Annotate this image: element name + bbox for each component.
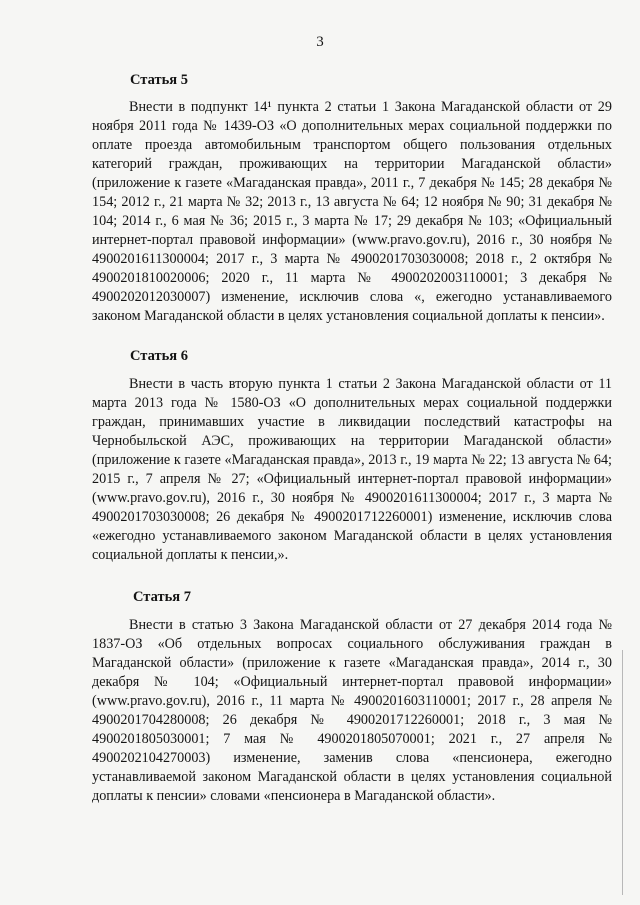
article-7-heading: Статья 7 (133, 589, 191, 605)
article-5-text: Внести в подпункт 14¹ пункта 2 статьи 1 Закона Магаданской области от 29 ноября 2011 года № 1439-ОЗ «О дополнительных мерах социальной поддержки по оплате проезда автомобильным транспортом общего пользования отдельных категорий граждан, проживающих на территории Магаданской области» (приложение к газете «Магаданская правда», 2011 г., 7 декабря № 145; 28 декабря № 154; 2012 г., 21 марта № 32; 2013 г., 13 августа № 64; 12 ноября № 90; 31 декабря № 104; 2014 г., 6 мая № 36; 2015 г., 3 марта № 17; 29 декабря № 103; «Официальный интернет-портал правовой информации» (www.pravo.gov.ru), 2016 г., 30 ноября № 4900201611300004; 2017 г., 3 марта № 4900201703030008; 2018 г., 2 октября № 4900201810020006; 2020 г., 11 марта № 4900202003110001; 3 декабря № 4900202012030007) изменение, исключив слова «, ежегодно устанавливаемого законом Магаданской области в целях установления социальной доплаты к пенсии». (92, 99, 612, 324)
article-6-text: Внести в часть вторую пункта 1 статьи 2 Закона Магаданской области от 11 марта 2013 года № 1580-ОЗ «О дополнительных мерах социальной поддержки граждан, принимавших участие в ликвидации последствий катастрофы на Чернобыльской АЭС, проживающих на территории Магаданской области» (приложение к газете «Магаданская правда», 2013 г., 19 марта № 22; 13 августа № 64; 2015 г., 7 апреля № 27; «Официальный интернет-портал правовой информации» (www.pravo.gov.ru), 2016 г., 30 ноября № 4900201611300004; 2017 г., 3 марта № 4900201703030008; 26 декабря № 4900201712260001) изменение, исключив слова «ежегодно устанавливаемого законом Магаданской области в целях установления социальной доплаты к пенсии,». (92, 376, 612, 563)
scan-edge-line (622, 650, 623, 895)
article-7-text: Внести в статью 3 Закона Магаданской области от 27 декабря 2014 года № 1837-ОЗ «Об отдельных вопросах социального обслуживания граждан в Магаданской области» (приложение к газете «Магаданская правда», 2014 г., 30 декабря № 104; «Официальный интернет-портал правовой информации» (www.pravo.gov.ru), 2016 г., 11 марта № 4900201603110001; 2017 г., 28 апреля № 4900201704280008; 26 декабря № 4900201712260001; 2018 г., 3 мая № 4900201805030001; 7 мая № 4900201805070001; 2021 г., 27 апреля № 4900202104270003) изменение, заменив слова «пенсионера, ежегодно устанавливаемой законом Магаданской области в целях установления социальной доплаты к пенсии» словами «пенсионера в Магаданской области». (92, 617, 612, 804)
page-number: 3 (316, 34, 324, 50)
article-6-heading: Статья 6 (130, 348, 188, 364)
article-5-heading: Статья 5 (130, 72, 188, 88)
